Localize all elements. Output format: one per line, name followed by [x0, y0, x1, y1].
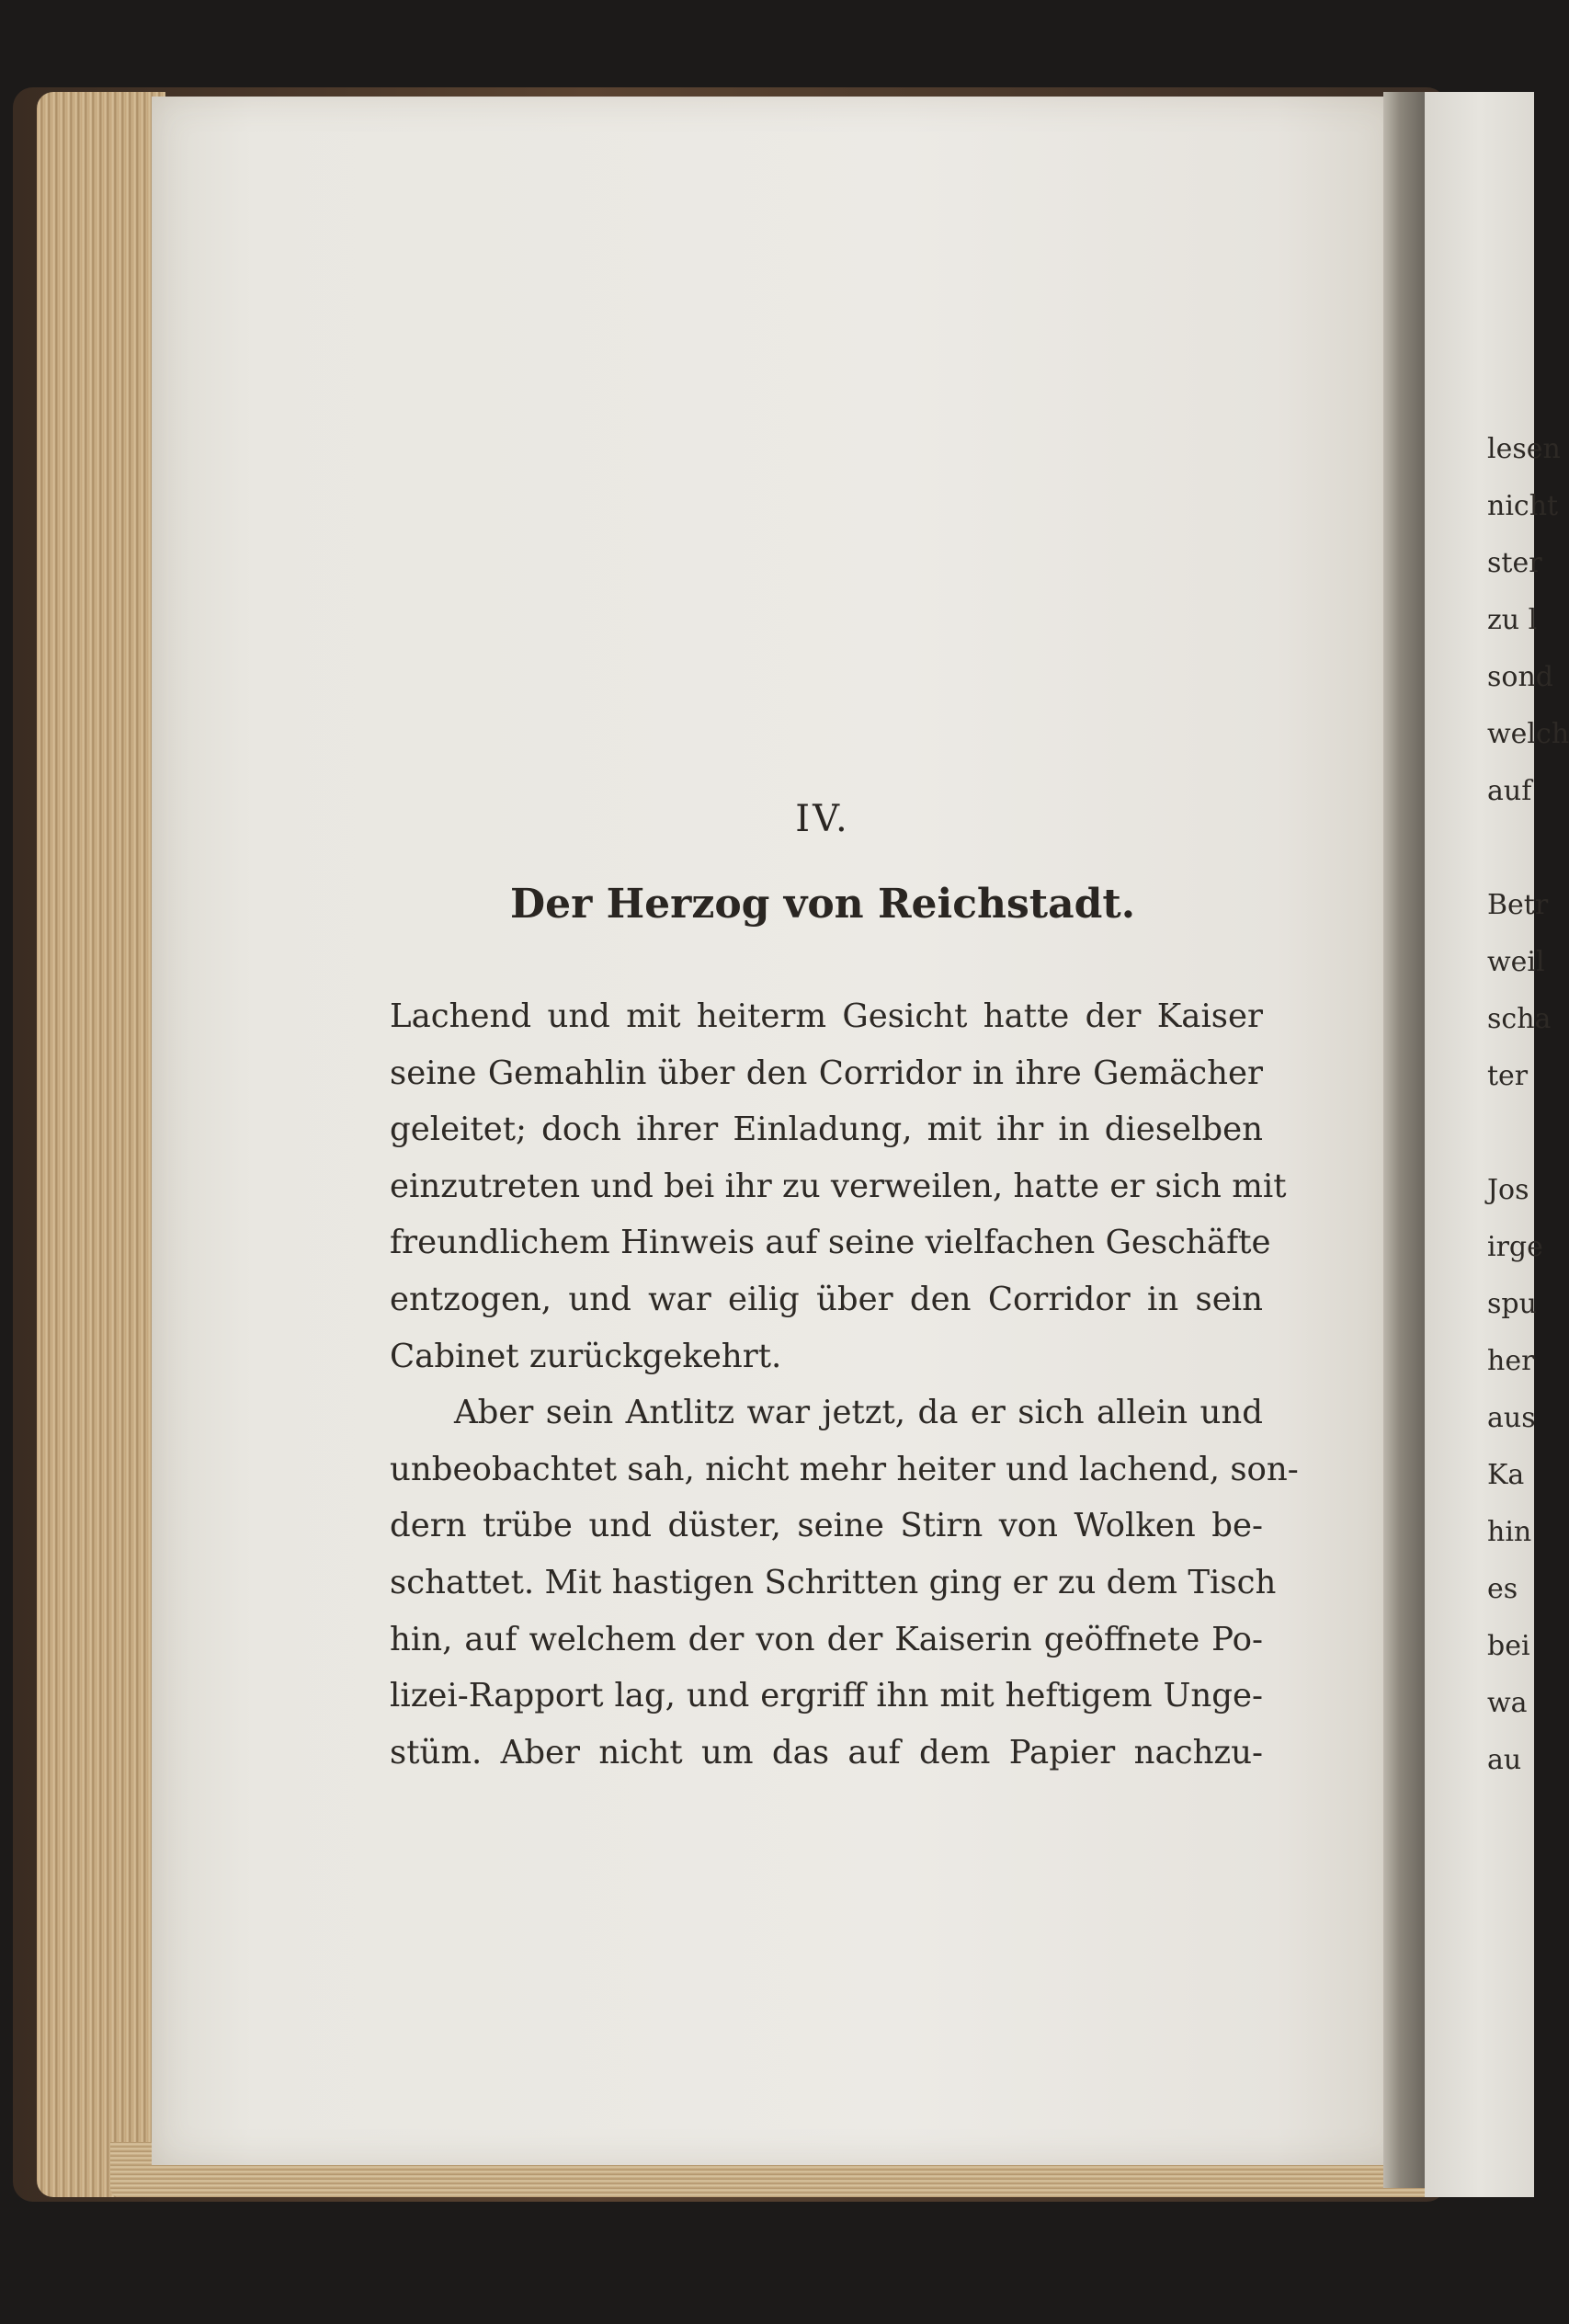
text-line: geleitet; doch ihrer Einladung, mit ihr in dieselben — [390, 1111, 1263, 1149]
text-line: entzogen, und war eilig über den Corridor in sein — [390, 1280, 1263, 1318]
chapter-number: IV. — [795, 798, 850, 840]
fragment-line: welch — [1487, 718, 1569, 750]
fragment-line: lesen — [1487, 433, 1561, 465]
fragment-line: sond — [1487, 661, 1553, 693]
fragment-line: aus — [1487, 1402, 1536, 1434]
fragment-line: auf — [1487, 775, 1532, 807]
right-page-text-fragments — [1487, 421, 1569, 1789]
text-line: freundlichem Hinweis auf seine vielfachen Geschäfte — [390, 1224, 1271, 1262]
fragment-line: nicht — [1487, 490, 1559, 522]
text-line: lizei-Rapport lag, und ergriff ihn mit heftigem Unge- — [390, 1677, 1263, 1715]
fragment-line — [1487, 820, 1534, 877]
fragment-line: hin — [1487, 1516, 1532, 1548]
text-line: seine Gemahlin über den Corridor in ihre Gemächer — [390, 1054, 1263, 1092]
fragment-line: au — [1487, 1744, 1522, 1776]
text-line: schattet. Mit hastigen Schritten ging er zu dem Tisch — [390, 1563, 1277, 1601]
fragment-line — [1487, 1105, 1534, 1162]
text-line: stüm. Aber nicht um das auf dem Papier nachzu- — [390, 1733, 1263, 1771]
text-line: unbeobachtet sah, nicht mehr heiter und lachend, son- — [390, 1450, 1299, 1488]
text-line: Aber sein Antlitz war jetzt, da er sich allein und — [454, 1394, 1263, 1432]
body-text — [390, 988, 1299, 1781]
fragment-line: es — [1487, 1573, 1518, 1605]
fragment-line: her — [1487, 1345, 1535, 1377]
fragment-line: weil — [1487, 946, 1545, 978]
fragment-line: ster — [1487, 547, 1542, 579]
fragment-line: wa — [1487, 1687, 1528, 1719]
chapter-title: Der Herzog von Reichstadt. — [509, 881, 1136, 928]
fragment-line: zu l — [1487, 604, 1538, 636]
text-line: einzutreten und bei ihr zu verweilen, hatte er sich mit — [390, 1167, 1287, 1205]
text-line: hin, auf welchem der von der Kaiserin geöffnete Po- — [390, 1620, 1263, 1658]
text-line: Cabinet zurückgekehrt. — [390, 1337, 782, 1375]
fragment-line: Ka — [1487, 1459, 1525, 1491]
book-gutter — [1383, 92, 1425, 2188]
fragment-line: Jos — [1487, 1174, 1529, 1206]
text-line: Lachend und mit heiterm Gesicht hatte der Kaiser — [390, 997, 1263, 1035]
fragment-line: bei — [1487, 1630, 1530, 1662]
fragment-line: ter — [1487, 1060, 1529, 1092]
page-edges-left — [37, 92, 165, 2197]
fragment-line: spu — [1487, 1288, 1537, 1320]
fragment-line: scha — [1487, 1003, 1552, 1035]
text-line: dern trübe und düster, seine Stirn von Wolken be- — [390, 1507, 1263, 1545]
fragment-line: Betr — [1487, 889, 1549, 921]
fragment-line: irge — [1487, 1231, 1543, 1263]
